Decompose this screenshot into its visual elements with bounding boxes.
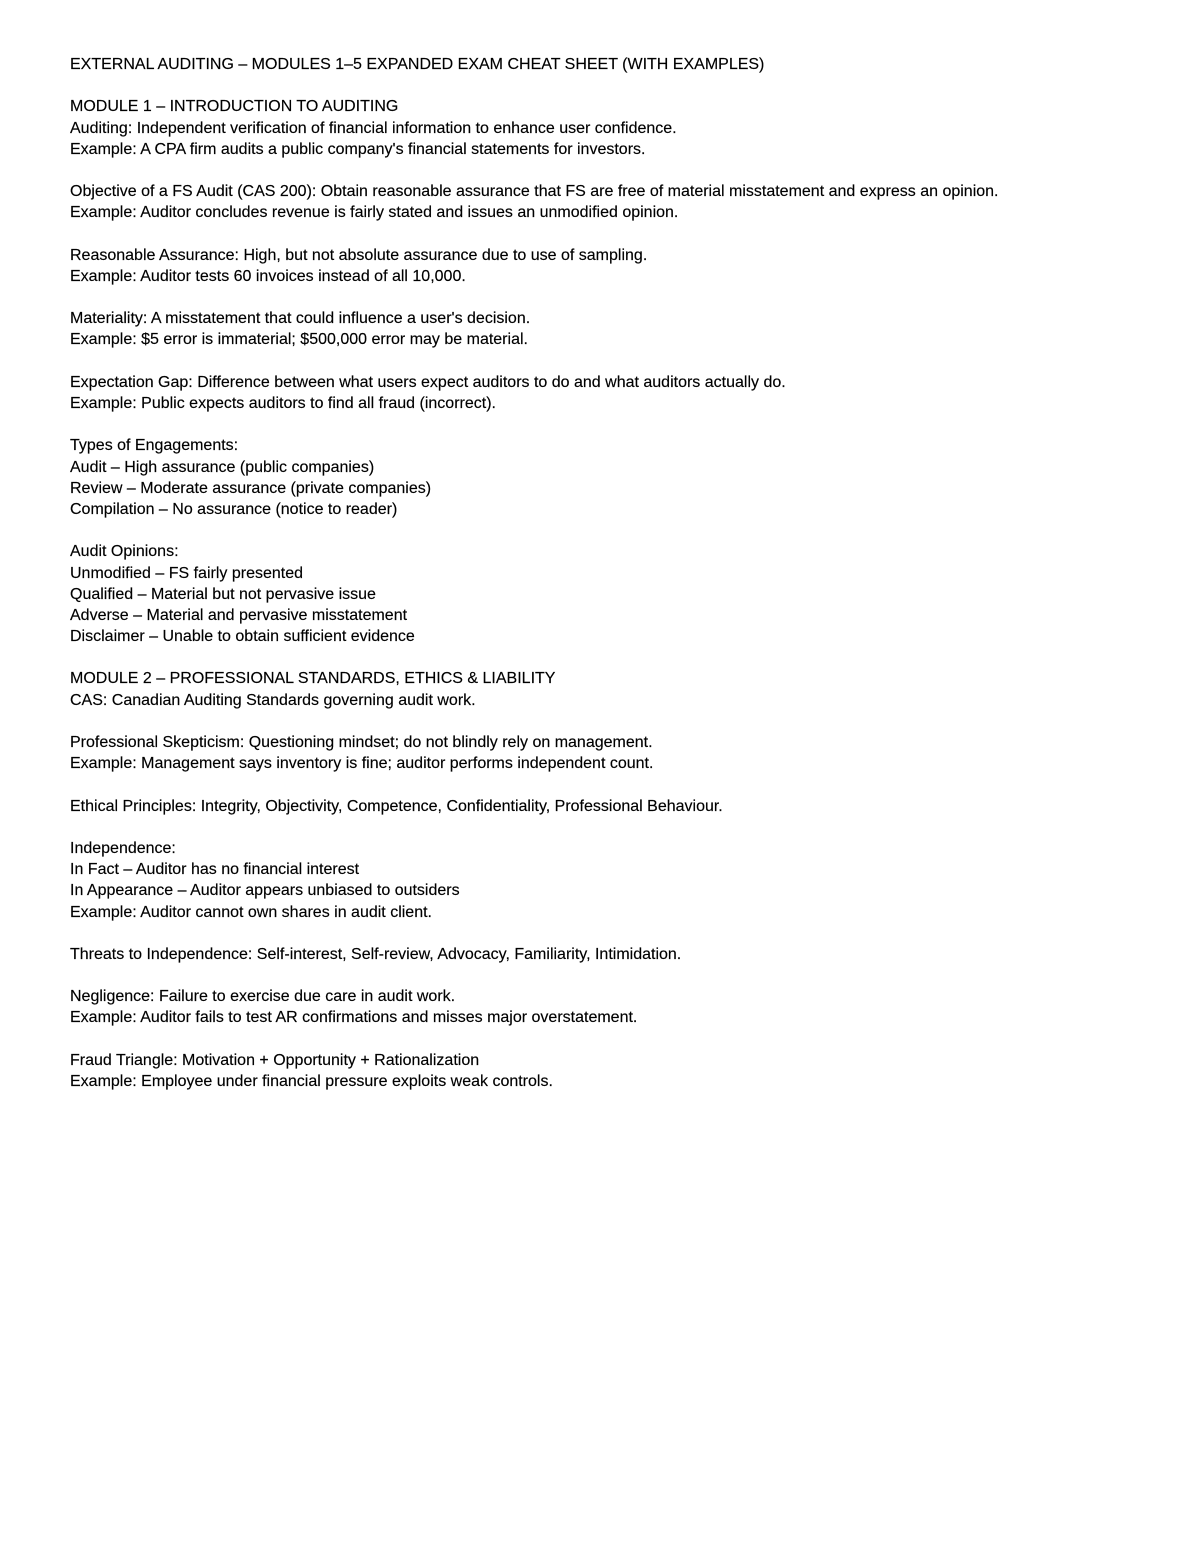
spacer: [70, 75, 1170, 96]
reasonable-assurance-definition: Reasonable Assurance: High, but not absolute assurance due to use of sampling.: [70, 246, 648, 264]
document-page: [70, 54, 1170, 1092]
opinion-item: Disclaimer – Unable to obtain sufficient evidence: [70, 628, 415, 646]
opinion-item: Unmodified – FS fairly presented: [70, 564, 303, 582]
engagement-item: Audit – High assurance (public companies): [70, 458, 375, 476]
skepticism-definition: Professional Skepticism: Questioning mindset; do not blindly rely on management.: [70, 734, 653, 751]
materiality-definition: Materiality: A misstatement that could influence a user's decision.: [70, 310, 531, 328]
independence-example: Example: Auditor cannot own shares in audit client.: [70, 903, 432, 921]
objective-definition: Objective of a FS Audit (CAS 200): Obtain reasonable assurance that FS are free of material misstatement and express an opinion.: [70, 183, 999, 201]
spacer: [70, 647, 1170, 668]
module-1-heading: MODULE 1 – INTRODUCTION TO AUDITING: [70, 98, 399, 116]
materiality-example: Example: $5 error is immaterial; $500,000 error may be material.: [70, 331, 528, 349]
expectation-gap-definition: Expectation Gap: Difference between what users expect auditors to do and what auditors actually do.: [70, 373, 786, 391]
negligence-definition: Negligence: Failure to exercise due care in audit work.: [70, 988, 456, 1006]
engagement-item: Compilation – No assurance (notice to reader): [70, 500, 398, 518]
module-2-heading: MODULE 2 – PROFESSIONAL STANDARDS, ETHICS & LIABILITY: [70, 670, 556, 688]
spacer: [70, 774, 1170, 795]
negligence-example: Example: Auditor fails to test AR confirmations and misses major overstatement.: [70, 1009, 638, 1027]
expectation-gap-example: Example: Public expects auditors to find all fraud (incorrect).: [70, 395, 496, 412]
independence-heading: Independence:: [70, 839, 176, 857]
spacer: [70, 287, 1170, 308]
document-title: EXTERNAL AUDITING – MODULES 1–5 EXPANDED EXAM CHEAT SHEET (WITH EXAMPLES): [70, 56, 765, 73]
spacer: [70, 351, 1170, 372]
opinion-item: Adverse – Material and pervasive misstatement: [70, 606, 408, 624]
ethical-principles: Ethical Principles: Integrity, Objectivity, Competence, Confidentiality, Professional Behaviour.: [70, 797, 723, 815]
engagement-item: Review – Moderate assurance (private companies): [70, 479, 432, 497]
opinions-heading: Audit Opinions:: [70, 543, 179, 561]
spacer: [70, 965, 1170, 986]
opinion-item: Qualified – Material but not pervasive issue: [70, 585, 376, 603]
auditing-definition: Auditing: Independent verification of financial information to enhance user confidence.: [70, 119, 677, 137]
independence-in-fact: In Fact – Auditor has no financial interest: [70, 861, 360, 879]
independence-in-appearance: In Appearance – Auditor appears unbiased to outsiders: [70, 882, 460, 900]
spacer: [70, 711, 1170, 732]
skepticism-example: Example: Management says inventory is fine; auditor performs independent count.: [70, 755, 654, 773]
spacer: [70, 1029, 1170, 1050]
threats-to-independence: Threats to Independence: Self-interest, Self-review, Advocacy, Familiarity, Intimidation.: [70, 945, 682, 963]
spacer: [70, 414, 1170, 435]
spacer: [70, 224, 1170, 245]
spacer: [70, 923, 1170, 944]
fraud-triangle-example: Example: Employee under financial pressure exploits weak controls.: [70, 1073, 553, 1090]
engagements-heading: Types of Engagements:: [70, 437, 239, 455]
spacer: [70, 160, 1170, 181]
spacer: [70, 817, 1170, 838]
cas-definition: CAS: Canadian Auditing Standards governing audit work.: [70, 691, 476, 709]
spacer: [70, 520, 1170, 541]
reasonable-assurance-example: Example: Auditor tests 60 invoices instead of all 10,000.: [70, 267, 466, 285]
auditing-example: Example: A CPA firm audits a public company's financial statements for investors.: [70, 140, 646, 158]
objective-example: Example: Auditor concludes revenue is fairly stated and issues an unmodified opinion.: [70, 204, 679, 222]
fraud-triangle-definition: Fraud Triangle: Motivation + Opportunity + Rationalization: [70, 1051, 480, 1069]
